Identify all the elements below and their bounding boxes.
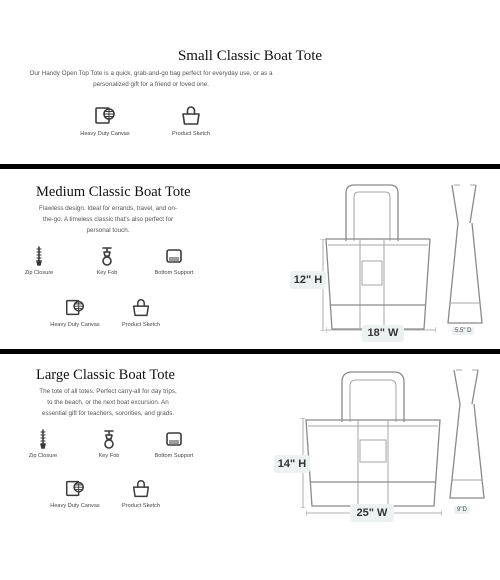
tote-bag-icon: [130, 297, 152, 319]
zipper-icon: [29, 245, 49, 267]
canvas-globe-icon: [64, 478, 86, 500]
tote-bag-icon: [130, 478, 152, 500]
medium-bag-side-sketch: [442, 181, 488, 331]
small-tote-title: Small Classic Boat Tote: [177, 48, 323, 64]
feature-label: Key Fob: [98, 453, 120, 459]
medium-tote-section: [0, 169, 500, 349]
canvas-globe-icon: [93, 104, 117, 128]
canvas-globe-icon: [64, 297, 86, 319]
medium-depth-label: 5.5" D: [452, 327, 474, 335]
feature-zip-closure: [18, 428, 68, 459]
large-tote-section: [0, 354, 500, 580]
feature-heavy-duty-canvas: [40, 297, 110, 328]
large-width-label: 25" W: [350, 504, 394, 522]
large-height-label: 14" H: [274, 455, 310, 473]
feature-key-fob: [82, 245, 132, 276]
feature-label: Heavy Duty Canvas: [80, 131, 130, 137]
large-bag-side-sketch: [444, 366, 490, 506]
feature-label: Bottom Support: [154, 270, 194, 276]
feature-label: Product Sketch: [122, 322, 160, 328]
feature-heavy-duty-canvas: [70, 104, 140, 137]
feature-heavy-duty-canvas: [40, 478, 110, 509]
feature-key-fob: [84, 428, 134, 459]
medium-tote-description: Flawless design. Ideal for errands, travel, and on-the-go. A timeless classic that's also perfect for personal touch.: [39, 205, 177, 234]
feature-label: Zip Closure: [24, 270, 54, 276]
feature-bottom-support: [146, 428, 202, 459]
medium-tote-title: Medium Classic Boat Tote: [36, 184, 191, 200]
feature-product-sketch: [106, 297, 176, 328]
feature-product-sketch: [156, 104, 226, 137]
feature-label: Product Sketch: [172, 131, 210, 137]
medium-width-label: 18" W: [362, 325, 404, 342]
large-tote-title: Large Classic Boat Tote: [36, 367, 175, 383]
small-tote-description: Our Handy Open Top Tote is a quick, grab-and-go bag perfect for everyday use, or as a personalized gift for a friend or loved one.: [29, 70, 273, 88]
medium-bag-front-sketch: [318, 179, 438, 344]
key-fob-icon: [97, 245, 117, 267]
large-depth-label: 9"D: [454, 506, 470, 514]
feature-bottom-support: [146, 245, 202, 276]
key-fob-icon: [99, 428, 119, 450]
bottom-support-icon: [163, 428, 185, 450]
feature-zip-closure: [14, 245, 64, 276]
feature-label: Heavy Duty Canvas: [50, 322, 100, 328]
tote-bag-icon: [179, 104, 203, 128]
medium-height-label: 12" H: [290, 271, 326, 289]
feature-label: Key Fob: [96, 270, 118, 276]
bottom-support-icon: [163, 245, 185, 267]
feature-label: Heavy Duty Canvas: [50, 503, 100, 509]
feature-label: Product Sketch: [122, 503, 160, 509]
large-tote-description: The tote of all totes. Perfect carry-all for day trips, to the beach, or the next boat excursion. An essential gift for teachers, sororities, and grads.: [39, 388, 177, 417]
zipper-icon: [33, 428, 53, 450]
feature-label: Zip Closure: [28, 453, 58, 459]
large-bag-front-sketch: [300, 364, 446, 514]
feature-label: Bottom Support: [154, 453, 194, 459]
feature-product-sketch: [106, 478, 176, 509]
small-tote-section: [0, 0, 500, 164]
